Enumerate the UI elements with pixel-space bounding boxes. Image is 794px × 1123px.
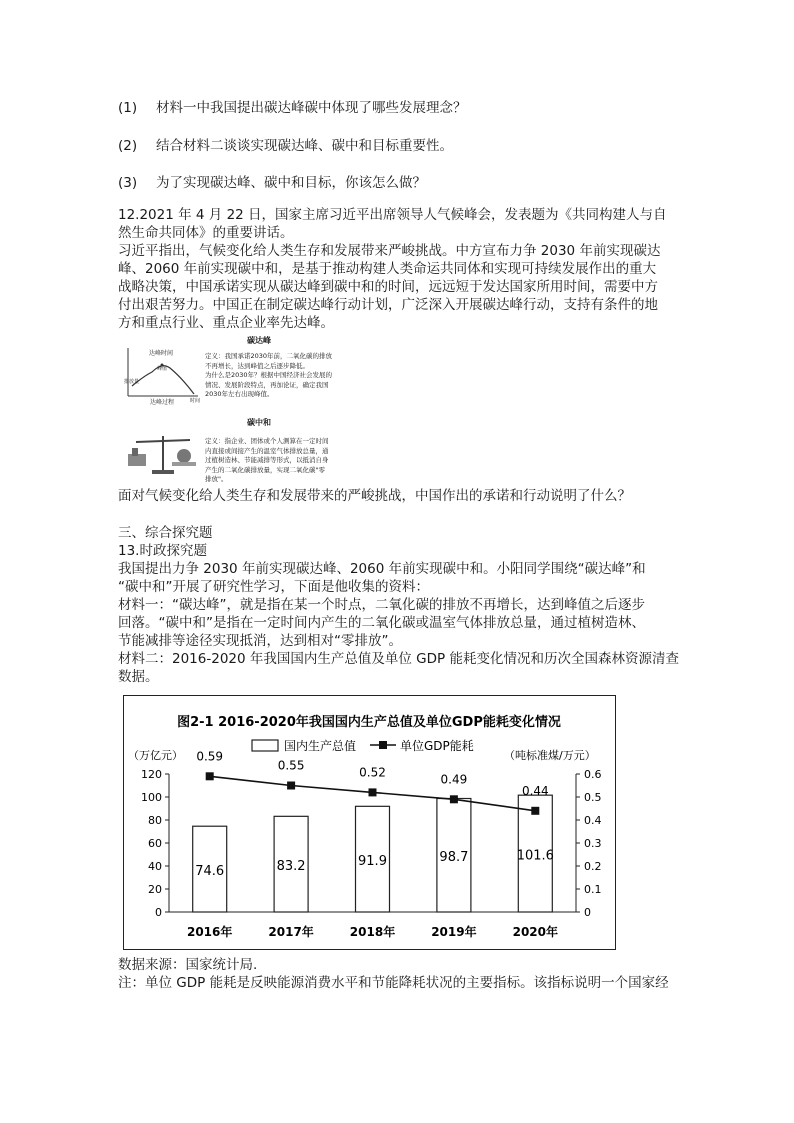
energy-value-label: 0.59 <box>196 749 224 764</box>
energy-value-label: 0.44 <box>521 783 549 798</box>
question-13-heading: 13.时政探究题 <box>118 543 207 559</box>
peak-time-label: 达峰时间 <box>149 350 174 357</box>
neutral-figure-title: 碳中和 <box>247 418 271 427</box>
neutral-definition <box>205 437 329 485</box>
x-tick-label: 2019年 <box>431 925 477 939</box>
bar-value-label: 98.7 <box>439 850 469 866</box>
q12-line-2: 然生命共同体》的重要讲话。 <box>118 225 294 241</box>
q12-line-5: 战略决策，中国承诺实现从碳达峰到碳中和的时间，远远短于发达国家所用时间，需要中方 <box>118 279 658 295</box>
s3-line-1: 我国提出力争 2030 年前实现碳达峰、2060 年前实现碳中和。小阳同学围绕“碳达峰”和 <box>118 561 646 577</box>
bar-value-label: 91.9 <box>358 854 387 870</box>
legend-bar-swatch <box>252 740 278 751</box>
bar-value-label: 83.2 <box>276 859 306 875</box>
chart-title: 图2-1 2016-2020年我国国内生产总值及单位GDP能耗变化情况 <box>177 715 561 730</box>
x-tick-label: 2017年 <box>268 925 314 939</box>
y-tick-label-left: 40 <box>148 860 162 873</box>
y-tick-label-right: 0.1 <box>584 883 602 896</box>
x-tick-label: 2016年 <box>186 925 233 939</box>
peak-def-line: 定义：我国承诺2030年前，二氧化碳的排放 <box>205 352 333 360</box>
section-heading: 三、综合探究题 <box>118 525 213 541</box>
legend-line-marker <box>379 741 387 749</box>
y-axis-right-label: （吨标准煤/万元） <box>504 749 596 762</box>
energy-point-2017年 <box>287 782 295 790</box>
peak-def-line: 情况、发展阶段特点，再加论证，确定我国 <box>205 380 329 389</box>
peak-def-line: 为什么是2030年？根据中国经济社会发展的 <box>205 371 333 379</box>
bar-value-label: 101.6 <box>516 848 554 864</box>
balance-scale-icon <box>124 432 202 476</box>
neutral-def-line: 定义：指企业、团体或个人测算在一定时间 <box>205 437 329 445</box>
peak-axis-right-label: 时间 <box>190 398 201 404</box>
bar-value-label: 74.6 <box>195 864 225 880</box>
energy-value-label: 0.52 <box>359 765 386 780</box>
y-tick-label-right: 0.5 <box>584 791 602 804</box>
y-tick-label-right: 0.2 <box>584 860 602 873</box>
q12-line-7: 方和重点行业、重点企业率先达峰。 <box>118 315 334 331</box>
neutral-def-line: 排放"。 <box>205 475 228 483</box>
q12-line-4: 峰、2060 年前实现碳中和，是基于推动构建人类命运共同体和实现可持续发展作出的重大 <box>118 261 657 277</box>
chart-canvas <box>124 696 614 948</box>
s3-line-7: 数据。 <box>118 669 159 685</box>
x-tick-label: 2018年 <box>349 925 396 939</box>
s3-line-6: 材料二：2016-2020 年我国国内生产总值及单位 GDP 能耗变化情况和历次全国森林资源清查 <box>118 651 679 667</box>
question-number: (2) <box>118 138 138 154</box>
y-tick-label-right: 0.6 <box>584 768 602 781</box>
peak-def-line: 不再增长，达到峰值之后逐步降低。 <box>205 361 309 370</box>
energy-point-2020年 <box>531 807 539 815</box>
s3-line-4: 回落。“碳中和”是指在一定时间内产生的二氧化碳或温室气体排放总量，通过植树造林、 <box>118 615 645 631</box>
legend-bar-label: 国内生产总值 <box>284 739 357 753</box>
question-3 <box>118 171 426 191</box>
neutral-def-line: 产生的二氧化碳排放量，实现二氧化碳"零 <box>205 465 325 474</box>
gdp-energy-chart <box>123 695 616 950</box>
question-2 <box>118 134 453 154</box>
peak-figure-title: 碳达峰 <box>247 336 271 345</box>
data-source: 数据来源：国家统计局. <box>118 957 258 973</box>
y-tick-label-left: 20 <box>148 883 162 896</box>
y-tick-label-left: 60 <box>148 837 162 850</box>
q12-line-6: 付出艰苦努力。中国正在制定碳达峰行动计划，广泛深入开展碳达峰行动，支持有条件的地 <box>118 297 658 313</box>
energy-value-label: 0.49 <box>440 772 468 787</box>
y-tick-label-right: 0.3 <box>584 837 602 850</box>
peak-axis-left-label: 排放量 <box>124 379 140 385</box>
s3-line-5: 节能减排等途径实现抵消，达到相对“零排放”。 <box>118 633 402 649</box>
legend-line-label: 单位GDP能耗 <box>400 739 474 753</box>
q12-line-3: 习近平指出，气候变化给人类生存和发展带来严峻挑战。中方宣布力争 2030 年前实现碳达 <box>118 243 661 259</box>
energy-point-2018年 <box>369 788 377 796</box>
q12-question: 面对气候变化给人类生存和发展带来的严峻挑战，中国作出的承诺和行动说明了什么？ <box>118 488 631 504</box>
y-axis-left-label: （万亿元） <box>128 749 183 762</box>
y-tick-label-right: 0 <box>584 906 591 919</box>
y-tick-label-left: 0 <box>155 906 162 919</box>
neutral-def-line: 过植树造林、节能减排等形式，以抵消自身 <box>205 456 329 464</box>
neutral-def-line: 内直接或间接产生的温室气体排放总量，通 <box>205 446 329 455</box>
s3-line-3: 材料一：“碳达峰”，就是指在某一个时点，二氧化碳的排放不再增长，达到峰值之后逐步 <box>118 597 645 613</box>
peak-process-label: 达峰过程 <box>150 399 175 406</box>
y-tick-label-left: 100 <box>141 791 162 804</box>
q12-line-1: 12.2021 年 4 月 22 日，国家主席习近平出席领导人气候峰会，发表题为《共同构建人与自 <box>118 207 667 223</box>
question-text: 材料一中我国提出碳达峰碳中体现了哪些发展理念？ <box>156 100 467 116</box>
y-tick-label-left: 120 <box>141 768 162 781</box>
question-number: (3) <box>118 175 138 191</box>
energy-value-label: 0.55 <box>277 758 305 773</box>
question-1 <box>118 96 467 116</box>
question-text: 为了实现碳达峰、碳中和目标，你该怎么做？ <box>156 175 426 191</box>
energy-point-2019年 <box>450 795 458 803</box>
x-tick-label: 2020年 <box>512 925 559 939</box>
energy-point-2016年 <box>206 772 214 780</box>
y-tick-label-right: 0.4 <box>584 814 602 827</box>
peak-def-line: 2030年左右出现峰值。 <box>205 390 274 398</box>
question-text: 结合材料二谈谈实现碳达峰、碳中和目标重要性。 <box>156 138 453 154</box>
y-tick-label-left: 80 <box>148 814 162 827</box>
s3-line-2: “碳中和”开展了研究性学习，下面是他收集的资料： <box>118 579 429 595</box>
peak-point-label: 峰值 <box>157 366 168 372</box>
question-number: (1) <box>118 100 138 116</box>
peak-definition <box>205 352 332 400</box>
chart-note: 注：单位 GDP 能耗是反映能源消费水平和节能降耗状况的主要指标。该指标说明一个国家经 <box>118 975 669 991</box>
